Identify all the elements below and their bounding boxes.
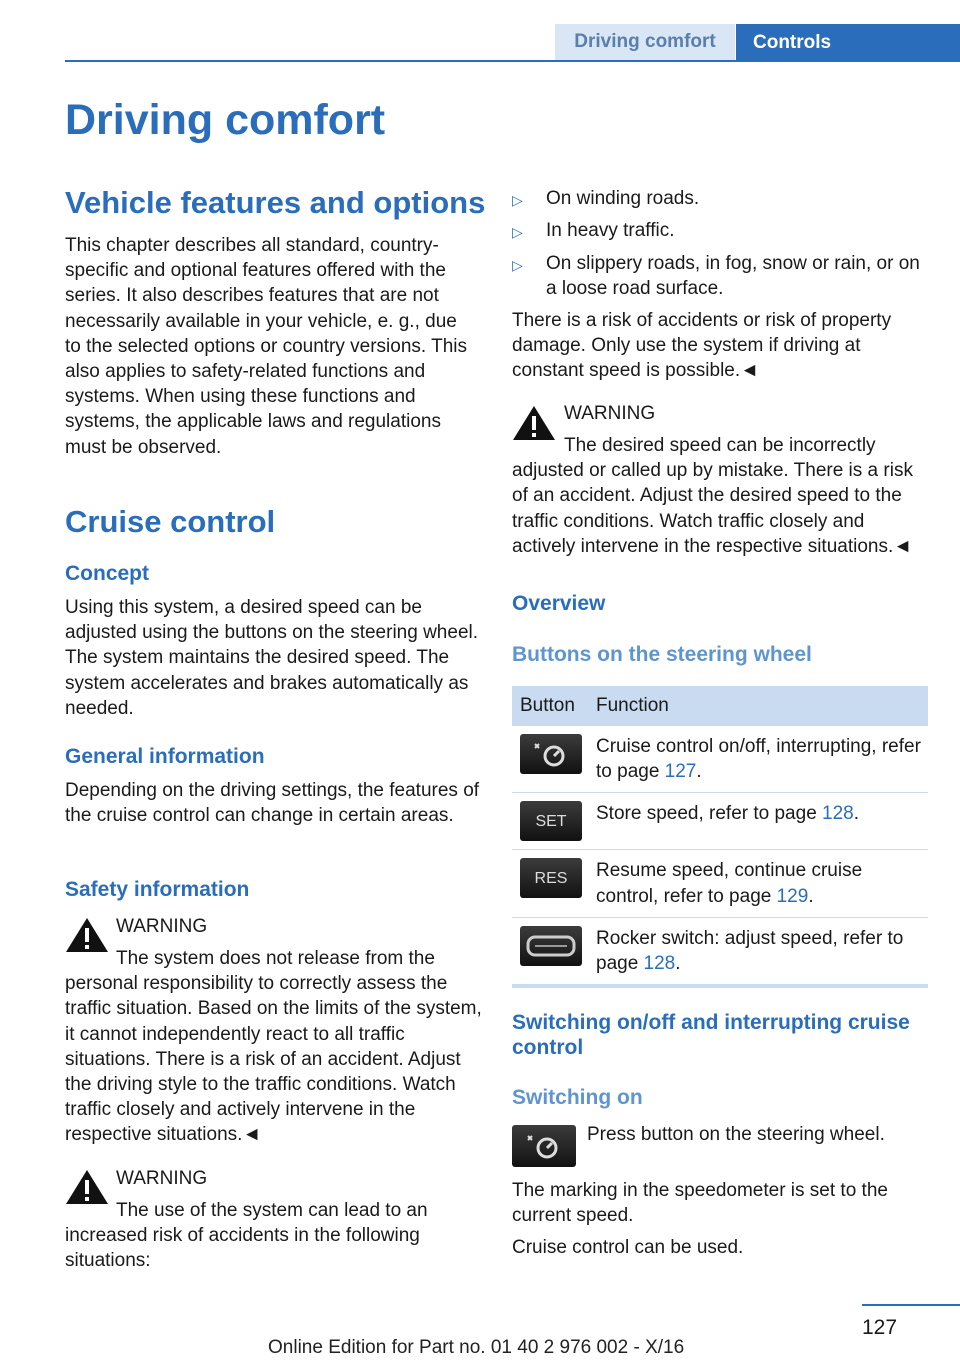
switching-heading: Switching on/off and interrupting cruise control [512, 1011, 910, 1059]
table-row [512, 850, 928, 917]
triangle-bullet-icon: ▷ [512, 192, 523, 208]
page-link[interactable]: 128 [822, 803, 854, 825]
page-link[interactable]: 128 [643, 953, 676, 975]
general-heading: General information [65, 745, 265, 768]
page-link[interactable]: 127 [664, 761, 697, 783]
warning3-text: The desired speed can be incorrectly adjusted or called up by mistake. There is a risk of an accident. Adjust the desired speed to the traffic conditions. Watch traffic closely and actively intervene in the respective situations.◄ [512, 435, 913, 557]
warning1-text: The system does not release from the personal responsibility to correctly assess the traffic situation. Based on the limits of the system, it cannot independently react to all traffic situations. There is a risk of an accident. Adjust the driving style to the traffic conditions. Watch traffic closely and actively intervene in the respective situations.◄ [65, 948, 482, 1146]
triangle-bullet-icon: ▷ [512, 224, 523, 240]
risk-text: There is a risk of accidents or risk of property damage. Only use the system if driving at constant speed is possible.◄ [512, 310, 892, 382]
function-cell: Rocker switch: adjust speed, refer to page 128. [588, 917, 928, 986]
switch-on-heading: Switching on [512, 1086, 643, 1109]
vehicle-text: This chapter describes all standard, country-specific and optional features offered with the series. It also describes features that are not necessarily available in your vehicle, e. g., due to the selected options or country versions. This also applies to safety-related functions and systems. When using these functions and systems, the applicable laws and regulations must be observed. [65, 235, 468, 458]
warning1-label: WARNING [116, 916, 208, 937]
column-header-button: Button [512, 686, 588, 726]
page-title: Driving comfort [65, 96, 386, 144]
buttons-heading: Buttons on the steering wheel [512, 643, 812, 666]
buttons-table [512, 686, 928, 988]
list-item: ▷ In heavy traffic. [512, 218, 930, 244]
function-cell: Resume speed, continue cruise control, refer to page 129. [588, 850, 928, 917]
press-text: Press button on the steering wheel. [587, 1124, 885, 1145]
cruise-onoff-icon [512, 1125, 576, 1167]
button-cell [512, 917, 588, 986]
res-button-icon: RES [520, 858, 582, 898]
function-cell: Cruise control on/off, interrupting, refer to page 127. [588, 726, 928, 793]
table-header-row [512, 686, 928, 726]
triangle-bullet-icon: ▷ [512, 257, 523, 273]
marking-text: The marking in the speedometer is set to the current speed. [512, 1180, 888, 1227]
set-button-icon: SET [520, 801, 582, 841]
column-header-function: Function [588, 686, 928, 726]
header-section: Driving comfort [555, 24, 735, 60]
overview-heading: Overview [512, 592, 606, 615]
button-cell [512, 726, 588, 793]
concept-heading: Concept [65, 562, 149, 585]
page-number: 127 [862, 1316, 898, 1339]
button-cell [512, 793, 588, 850]
edition-footer: Online Edition for Part no. 01 40 2 976 002 - X/16 [268, 1337, 685, 1358]
list-item: ▷ On slippery roads, in fog, snow or rain, or on a loose road surface. [512, 253, 920, 300]
page-link[interactable]: 129 [776, 885, 809, 907]
cruise-onoff-icon [520, 734, 582, 774]
rocker-switch-icon [520, 926, 582, 966]
usable-text: Cruise control can be used. [512, 1237, 744, 1258]
warning2-text: The use of the system can lead to an increased risk of accidents in the following situations: [65, 1200, 428, 1272]
concept-text: Using this system, a desired speed can be adjusted using the buttons on the steering wheel. The system maintains the desired speed. The system accelerates and brakes automatically as needed. [65, 597, 479, 719]
warning2-label: WARNING [116, 1168, 208, 1189]
safety-heading: Safety information [65, 878, 250, 901]
cruise-heading: Cruise control [65, 504, 276, 539]
button-cell [512, 850, 588, 917]
header-tab-controls[interactable]: Controls [736, 24, 960, 62]
general-text: Depending on the driving settings, the features of the cruise control can change in certain areas. [65, 780, 480, 827]
table-row [512, 726, 928, 793]
table-row [512, 793, 928, 850]
footer-rule [862, 1304, 960, 1306]
vehicle-heading: Vehicle features and options [65, 185, 486, 220]
table-row [512, 917, 928, 986]
function-cell: Store speed, refer to page 128. [588, 793, 928, 850]
list-item: ▷ On winding roads. [512, 186, 930, 212]
warning3-label: WARNING [564, 403, 656, 424]
header-rule [65, 60, 960, 62]
